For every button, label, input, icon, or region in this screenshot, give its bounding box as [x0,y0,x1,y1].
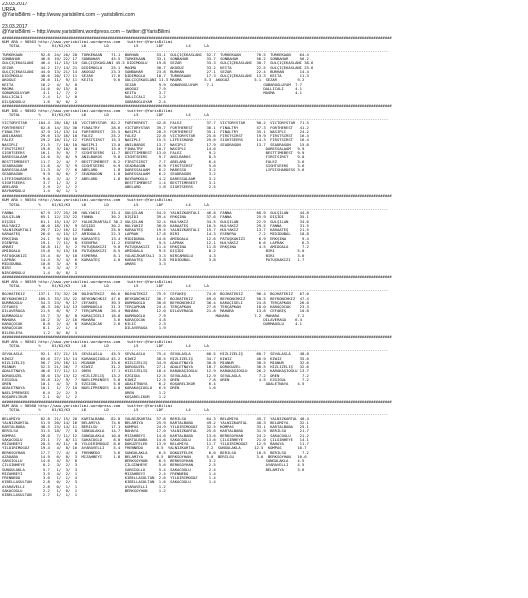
race-section [2,36,526,104]
table-row: NASIPLI 21.5 7/ 18/ 10 NASIPLI 13.0 ANILBAROS 13.7 NASIPLI 17.9 SEADRAGON 13.7 SEADRAGON 15.0 [2,142,309,147]
table-row: KARTALBABA 48.5 23/ 14/ 11 BERILSU 17.1 KOMPAS 24.9 YILDIRIMOĞUZ 32.5 KOMPAS 33.1 KARTALBABA 25.1 [2,425,309,430]
table-row: KOMPAS 28.0 7/ 11/ 12 SÜNGÜLAKLA 10.0 MIZAHBEYI 14.6 KARTALBABA 13.6 BERKSOYHAN 24.2 SAKACOĞLU 21.2 [2,433,309,438]
rule-divider: -------------------------------------------------------------------------------------------------------------------------------------------------------------------------- [2,117,389,122]
header2-date: 23.03.2017 [2,23,28,30]
column-header: TOTAL % K1/K2/K3 L6 LD L5 LDF L4 LA [2,202,209,207]
table-row: AMARI 16.8 11/ 5/ 2 PATUŞKAKIZI 9.0 PATUŞKAKIZI 11.4 ERKŞİNA 11.8 ERKŞİNA 4.5 AMIDOALA 7.2 [2,245,309,250]
table-row: FIRSTSIRST 19.8 3/ 10/ 8 NASIPLI 13.0 FINALTRY 10.7 NASIPLI 14.6 DARESSALAAM 9.9 [2,146,305,151]
hash-divider: ########################################################################################################################################################################## [2,194,392,199]
table-row: DILŞADOĞLU 1.6 0/ 0/ 2 GOBAROĞLUYAM 2.4 [2,99,166,104]
table-row: KIBELLASULTAN 2.8 0/ 2/ 3 KIBELLASULTAN 1.6 SAKACOĞLU 1.4 [2,480,216,485]
table-row: DİDİMOĞLU 40.6 20/ 17/ 11 SEZAR 17.6 DİDİMOĞLU 18.7 TÜRKEKAAN 17.3 GÜLÇİÇEKASLANI 13.3 KEİTA 11.3 [2,74,309,79]
table-row: BERKSOYHAN 17.7 7/ 4/ 4 FRENNEDO 3.6 SÜNGÜLAKLA 6.5 DOKUZFELEK 6.0 BERILSU 10.5 BERILSU 7.2 [2,450,309,455]
race-title: KUM ARA = 98554 http://www.yarisbilimi.wordpress.com twitter:@YarisBilimi [2,198,173,203]
table-row: LAPRAK 14.4 5/ 4/ 6 KARAATEŞ 4.0 KARAATEŞ 3.8 MİDİDUBAL 3.8 PATUŞKAKIZI 1.7 [2,257,305,262]
table-row: DOROGÜZEL 38.0 13/ 13/ 12 HIZLIZELIŞ 13.2 EZGIGÜL 12.5 SEVALAGLA 12.9 SEVALAGLA 7.2 ÖREN 7.2 [2,373,309,378]
table-row: CEFAKEŞ 48.3 20/ 14/ 13 DURMAOĞLU 31.3 TERÇAPKAN 24.4 TERÇAPKAN 27.6 TERÇAPKAN 18.0 KARAÇOCAK 23.3 [2,305,309,310]
table-row: FRENNEDO 3.0 1/ 1/ 4 KIBELLASULTAN 2.6 YILDIRIMOĞUZ 1.4 [2,476,216,481]
table-row: YALNIZKARTAL 51.9 20/ 14/ 16 BELAMIYA 74.6 BELAMIYA 25.9 KARTALBABA 49.2 YALNIZKARTAL 40.3 BELAMIYA 32.1 [2,420,309,425]
column-header: TOTAL % K1/K2/K3 L6 LD L5 LDF L4 LA [2,408,209,413]
table-row: BESTTIMEBEST 11.7 2/ 4/ 7 BESTTIMEBEST 8.2 FIRSTSIRST 7.7 ABELARD 6.4 FALEZ 3.6 [2,159,305,164]
table-row: KARAATEŞ 26.0 4/ 15/ 17 AMIDOALA 22.3 LAPRAK 17.8 BIRI 14.3 ESENFRA 7.2 MİDİDUBAL 18.8 [2,232,309,237]
table-row: YILDIRIMOĞUZ 19.4 4/ 8/ 10 AYARAVELLI 5.4 FRENNEDO 8.5 YALNIZKARTAL 7.2 SÜNGÜLAKLA 12.5 KOMPAS 10.7 [2,446,307,451]
table-row: MIZAHBEYI 20.5 6/ 11/ 8 YILDIRIMOĞUZ 8.6 DOKUZFELEK 13.9 BELAMIYA 11.7 YILDIRIMOĞUZ 12.9 BAHAYA 11.7 [2,442,309,447]
hash-divider: ########################################################################################################################################################################## [2,335,392,340]
table-row: DİŞİDİ 61.1 15/ 14/ 27 YALNIZKARTALI 30.2 GÜLŞİLAN 32.4 HÜLYAKIZ 34.5 GÜLŞİLAN 22.9 GÜLŞİLAN 34.0 [2,219,309,224]
table-row: ANILBAROS 29.6 13/ 16/ 10 FALEZ 25.2 FALEZ 22.6 VICTORYSTAR 25.6 FIRSTSIRST 19.9 FIRSTSIRST 16.4 [2,134,309,139]
table-row: GÜLÇİÇEKASLANI 44.0 13/ 21/ 14 AKOGUZ 23.3 SONBAHAR 23.8 BÜRHAN 27.1 SEZAR 22.4 BÜRHAN 14.4 [2,69,309,74]
race-tables [2,36,526,498]
table-row: SEADRAGON 9.9 0/ 6/ 7 SEADRAGON 1.8 DARESSALAAM 6.2 SEADRAGON 3.2 [2,172,216,177]
column-header: TOTAL % K1/K2/K3 L6 LD L5 LDF L4 LA [2,44,209,49]
table-row: SAKACOĞLU 23.1 7/ 8/ 11 SAKACOĞLU 8.8 KARTALBABA 14.6 SAKACOĞLU 13.6 ÇILGINHEYE 21.0 ÇILGINHEYE 14.1 [2,437,309,442]
table-row: FINALTRY 47.9 21/ 13/ 14 FORTHEREST 25.5 NASIPLI 28.3 FORTHEREST 35.1 FINALTRY 35.1 NASIPLI 24.2 [2,129,309,134]
rule-divider: -------------------------------------------------------------------------------------------------------------------------------------------------------------------------- [2,206,389,211]
header-category: URFA [2,6,16,13]
table-row: SEVALASLA 92.1 47/ 21/ 15 SEVALASLA 45.5 SEVALASLA 75.4 SEVALASLA 66.5 HIZLIZELIŞ 60.7 SEVALASLA 48.8 [2,352,309,357]
race-title: KUM ARA = 98561 http://www.yarisbilimi.wordpress.com twitter:@YarisBilimi [2,339,173,344]
race-section [2,335,526,399]
table-row: AZADABA 14.9 6/ 8/ 3 MIZAHBEYI 1.8 BELAMIYA 6.5 BERKSOYHAN 5.0 BERILSU 3.6 BERKSOYHAN 10.0 [2,454,307,459]
table-row: KIBELLASULTAN 2.7 1/ 1/ 1 [2,493,77,498]
table-row: NAELIPRENSES 6.4 2/ 2/ 3 ÖREN 1.2 [2,390,166,395]
table-row: SÜNGÜLAKLA 5.7 1/ 3/ 3 SARGIOLLU 5.4 SAKACOĞLU 2.4 BELAMIYA 3.6 [2,467,305,472]
table-row: BAYRAMOĞLU 1.4 0/ 1/ 1 [2,189,77,194]
hash-divider: ########################################################################################################################################################################## [2,275,392,280]
table-row: DURMAOĞLU 15.7 3/ 8/ 8 KARAÇIĞELI 18.8 DURMAOĞLU 7.9 MAHARA 7.2 MAHARA 7.2 [2,313,305,318]
table-row: SEZAR 44.2 17/ 14/ 21 DİDİMOĞLU 25.1 MAGMA 30.7 AKOGUZ 33.2 KEİTA 22.5 GÜLÇİÇEKASLANI 25.6 [2,65,314,70]
table-row: BERILSU 31.5 18/ 7/ 8 SÜNGÜLAKLA 14.7 BAHAYA 17.0 YALNIZKARTAL 25.6 KARTALBABA 31.9 BERILSU 21.7 [2,429,309,434]
table-row: BIRI 9.4 3/ 4/ 7 [2,266,77,271]
table-row: BEYKONCHKIZ 109.5 33/ 25/ 22 BEYKONCHKIZ 47.6 BEYKONCHKIZ 38.7 BOJHATEKIZ 69.0 BEYKONCHKIZ 58.5 BEYKONCHKIZ 47.4 [2,296,309,301]
document-page [2,2,526,596]
header-credit: @YarisBilimi -- http://www.yarisbilimi.com -- yarisbilimi.com [2,12,135,19]
table-row: HÜLYAKIZ 46.0 18/ 19/ 9 DİŞİDİ 30.2 HÜLYAKIZ 30.0 KARAATEŞ 16.5 HÜLYAKIZ 29.5 FANNA 31.5 [2,223,309,228]
table-row: MAGMA 14.6 0/ 15/ 8 AKOGUZ 7.9 DALLICALI 4.1 [2,86,302,91]
table-row: BELAMIYA 62.8 21/ 15/ 20 KARTALBABA 82.8 YALNIZKARTAL 57.8 BERILSU 64.3 BELAMIYA 45.7 YALNIZKARTAL 48.4 [2,416,309,421]
table-row: BİLEKLEYA 1.2 0/ 0/ 1 [2,330,77,335]
race-section [2,104,526,193]
table-row: ESENFRA 19.1 7/ 11/ 8 ESENFRA 11.2 ESENFRA 9.5 LAPRAK 12.1 HÜLYAKIZ 6.6 LAPRAK 6.3 [2,240,309,245]
table-row: FANNA 67.9 27/ 25/ 20 HÜLYAKIZ 33.4 GÜLŞİLAN 54.5 YALNIZKARTALI 46.8 FANNA 60.9 GÜLŞİLAN 44.8 [2,211,309,216]
table-row: ADALETNAYA 46.6 17/ 11/ 11 ÖREN 17.1 HIZLIZELIŞ 18.4 KARAKAŞIOĞLU 12.9 KARAKAŞIOĞLU 26.2 KARAKAŞIOĞLU 13.7 [2,369,309,374]
table-row: KOŞARELİKUR 2.1 0/ 1/ 2 KOŞARELİKUR 1.2 [2,394,166,399]
rule-divider: -------------------------------------------------------------------------------------------------------------------------------------------------------------------------- [2,288,389,293]
rule-divider: -------------------------------------------------------------------------------------------------------------------------------------------------------------------------- [2,412,389,417]
table-row: SIGHTSEERS 3.7 1/ 3/ 2 BESTTIMEBEST 1.4 BESTTIMEBEST 3.1 [2,180,216,185]
table-row: SIGHTSEERS 16.1 5/ 9/ 7 SIGHTSEERS 11.7 BESTTIMEBEST 13.0 FALEZ 9.2 BESTTIMEBEST 9.9 [2,151,305,156]
table-row: KARAÇOCAK 8.1 2/ 1/ 4 DİLAVERAĞA 1.9 [2,326,166,331]
table-row: EZGIGÜL 35.8 12/ 9/ 7 NAELIPRENSES 5.8 KIWIZ 12.5 ÖREN 7.8 ÖREN 4.5 EZGIGÜL 7.2 [2,377,309,382]
table-row: SONBAHAR 46.6 19/ 22/ 17 SONBAHAR 45.5 TÜRKEKAAN 33.1 SONBAHAR 33.7 SONBAHAR 56.2 SONBAHAR 56.2 [2,57,309,62]
table-row: GÜLÇİÇEKASLANI 46.4 11/ 15/ 14 GÜLÇİÇEKASLANI 45.5 DİDİMOĞLU 19.8 SEZAR 33.3 GÜLÇİÇEKASLANI 30.7 GÜLÇİÇEKASLANI 38.6 [2,61,314,66]
table-row: ABELARD 2.9 2/ 1/ 2 ABELARD 1.8 SIGHTSEERS 2.5 [2,185,216,190]
header2-credit: @YarisBilimi -- http://www.yarisbilimi.wordpress.com -- twitter:@YarisBilimi [2,29,170,36]
race-title: KUM ARA = 98560 http://www.yarisbilimi.wordpress.com twitter:@YarisBilimi [2,403,173,408]
table-row: ÇILGINHEYE 8.2 3/ 2/ 3 ÇILGINHEYE 5.6 BERKSOYHAN 2.5 AYARAVELLI 4.5 [2,463,305,468]
table-row: FORTHEREST 62.8 14/ 33/ 30 FINALTRY 28.6 VICTORYSTAR 39.7 FORTHEREST 36.1 FINALTRY 57.3 FORTHEREST 41.2 [2,125,309,130]
table-row: FALEZ 29.2 16/ 11/ 12 FIRSTSIRST 15.3 NASIPLI 15.5 LIFEISHARD 25.6 SIGHTSEERS 14.3 FIRSTSIRST 16.4 [2,138,309,143]
table-row: DALLICALI 2.4 1/ 1/ 0 DALLICALI 1.2 [2,95,166,100]
table-row: KEİTA 16.2 4/ 5/ 8 SEZAR 9.9 GOBAROĞLUYAM 7.1 GOBAROĞLUYAM 7.7 [2,82,302,87]
table-row: VICTORYSTAR 104.4 28/ 18/ 18 VICTORYSTAR 82.2 FORTHEREST 42.8 FALEZ 37.7 VICTORYSTAR 90.2 VICTORYSTAR 71.5 [2,121,309,126]
race-section [2,194,526,275]
table-row: MIZAHBEYI 3.5 4/ 2/ 1 MIZAHBEYI 2.4 FRENNEDO 1.4 [2,471,216,476]
table-row: AYARAVELLI 2.8 0/ 1/ 1 AYARAVELLI 1.2 [2,484,166,489]
table-row: TÜRKEKAAN 92.8 24/ 20/ 20 TÜRKEKAAN 71.1 BÜRHAN 53.1 GÜLÇİÇEKASLANI 52.7 TÜRKEKAAN 70.5 TÜRKEKAAN 64.4 [2,52,309,57]
table-row: ERKŞİNA 24.1 9/ 10/ 10 KARAATEŞ 13.4 MİDİDUBAL 14.6 AMIDOALA 12.6 PATUŞKAKIZI 6.9 ERKŞİNA 9.4 [2,236,309,241]
hash-divider: ########################################################################################################################################################################## [2,35,392,40]
table-row: DARESSALAAM 14.6 5/ 8/ 9 ANILBAROS 9.8 SIGHTSEERS 9.7 ANILBAROS 8.3 FIRSTSIRST 9.0 [2,155,305,160]
table-row: GÜLŞİLAN 65.1 12/ 23/ 22 FANNA 30.2 DİŞİDİ 39.4 ERKŞİNA 37.6 FANNA 25.9 DİŞİDİ 35.1 [2,215,309,220]
header-date: 23.03.2017 [2,2,28,7]
column-header: TOTAL % K1/K2/K3 L6 LD L5 LDF L4 LA [2,283,209,288]
table-row: NİRCAMOĞLU 1.4 0/ 0/ 1 [2,270,77,275]
table-row: ADALETNAYA 10.1 1/ 7/ 10 NAELIPRENSES 4.0 KARAKAŞIOĞLU 6.5 ÖREN 1.6 [2,386,216,391]
table-row: AMIDOALA 15.8 5/ 15/ 10 PATUŞKAKIZI 8.5 AMIDOALA 9.5 DİŞİDİ 8.2 BIRI 5.0 [2,249,305,254]
column-header: TOTAL % K1/K2/K3 L6 LD L5 LDF L4 LA [2,343,209,348]
table-row: MİDİDUBAL 10.8 3/ 4/ 8 AMARI 3.3 [2,262,166,267]
table-row: MAHARA 10.2 3/ 2/ 10 MAHARA 3.6 KARAÇOCAK 4.8 DİLAVERAĞA 6.4 [2,317,302,322]
hash-divider: ########################################################################################################################################################################## [2,104,392,109]
race-title: KUM ARA = 98563 http://www.yarisbilimi.wordpress.com twitter:@YarisBilimi [2,40,173,45]
table-row: HIZLIZELIŞ 56.7 25/ 18/ 11 MİANUR 33.6 HIZLIZELIŞ 34.9 ADALETNAYA 30.8 MİANUR 38.5 MİANUR 32.6 [2,360,309,365]
table-row: SAKACOĞLU 2.2 1/ 0/ 1 BERKSOYHAN 1.2 [2,488,166,493]
table-row: PATUŞKAKIZI 15.4 6/ 5/ 10 ESMERRA 8.1 YALNIZKARTALI 3.3 NİRCAMOĞLU 4.3 BIRI 3.6 [2,253,305,258]
table-row: AKOGUZ 26.6 11/ 9/ 11 KEİTA 9.6 GÜLÇİÇEKASLANI 11.3 MAGMA 5.3 AKOGUZ 5.1 SEZAR 9.2 [2,78,305,83]
column-header: TOTAL % K1/K2/K3 L6 LD L5 LDF L4 LA [2,112,209,117]
table-row: KARAÇOCAK 8.8 2/ 4/ 6 KARAÇOCAK 2.6 KILIC 2.3 DURMAOĞLU 4.1 [2,322,302,327]
race-title: KUM ARA = 98559 http://www.yarisbilimi.wordpress.com twitter:@YarisBilimi [2,279,173,284]
table-row: DARESSALAAM 11.3 4/ 7/ 6 ABELARD 1.8 DARESSALAAM 6.2 MARESSO 3.2 LIFEISHARDESS 3.6 [2,168,305,173]
rule-divider: -------------------------------------------------------------------------------------------------------------------------------------------------------------------------- [2,348,389,353]
table-row: SARGIOLLU 14.6 4/ 5/ 8 BERKSOYHAN 6.5 BERKSOYHAN 3.2 SÜNGÜLAKLA 4.5 [2,459,305,464]
table-row: DİLAVERAĞA 21.5 8/ 9/ 7 TERÇAPKAN 26.4 MAHARA 12.0 DİLAVERAĞA 21.8 MAHARA 13.8 CEFAKEŞ 10.8 [2,309,309,314]
race-section [2,275,526,335]
table-row: GOBAROĞLUYAM 4.1 1/ 7/ 2 KEİTA 3.7 MAGMA 4.1 [2,91,302,96]
table-row: SEADRAGON 11.6 4/ 3/ 9 SIGHTSEERS 6.9 SEADRAGON 6.9 FIRSTSIRST 5.6 SIGHTSEERS 3.6 [2,163,305,168]
race-title: KUM İNG = 98562 http://www.yarisbilimi.wordpress.com twitter:@YarisBilimi [2,108,173,113]
hash-divider: ########################################################################################################################################################################## [2,399,392,404]
table-row: YALNIZKARTALI 29.7 12/ 16/ 12 FANNA 25.0 KARAATEŞ 19.5 YALNIZKARTALI 15.7 HÜLYAKIZ 13.7 KARAATEŞ 21.5 [2,228,309,233]
table-row: MİANUR 52.5 21/ 26/ 7 KIWIZ 31.2 DOROGÜZEL 27.1 ADALETNAYA 18.7 DOROGÜZEL 38.5 HIZLIZELIŞ 32.6 [2,365,309,370]
table-row: BOJHATEKIZ 137.1 73/ 32/ 20 BOJHATEKIZ 66.6 BOJHATEKIZ 75.5 CEFAKEŞ 74.6 BOJHATEKIZ 96.4 BOJHATEKIZ 67.0 [2,292,309,297]
table-row: LIFEISHARDESS 9.6 3/ 4/ 7 ABELARD 1.8 BAYRAMOĞLU 4.2 DARESSALAAM 3.2 [2,176,216,181]
table-row: KIWIZ 65.6 27/ 15/ 14 KARAKAŞIOĞLU 45.2 KIWIZ 38.5 HIZLIZELIŞ 34.7 KIWIZ 40.9 KIWIZ 35.0 [2,356,309,361]
table-row: ÖREN 10.1 4/ 3/ 3 EZGIGÜL 5.8 ADALETNAYA 6.2 KOŞARELİKUR 6.4 ADALETNAYA 4.5 [2,382,305,387]
rule-divider: -------------------------------------------------------------------------------------------------------------------------------------------------------------------------- [2,48,389,53]
race-section [2,400,526,498]
table-row: DURMAOĞLU 54.3 23/ 9/ 17 CEFAKEŞ 39.3 DURMAOĞLU 30.6 BEYKONCHKIZ 36.4 KARAÇIĞELI 24.8 TERÇAPKAN 26.0 [2,300,309,305]
